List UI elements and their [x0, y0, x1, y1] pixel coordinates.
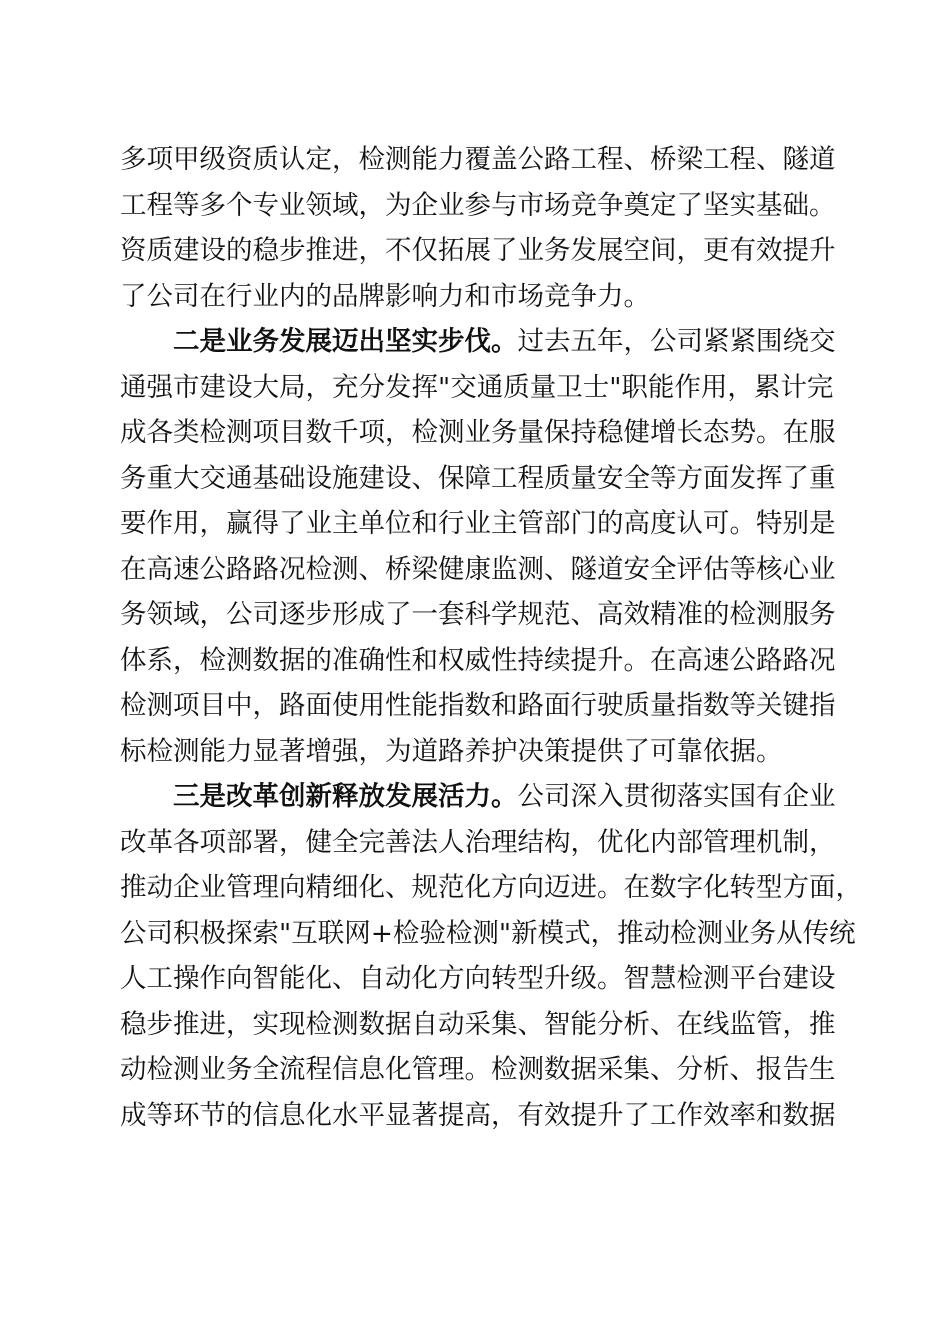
paragraph-2-line-1	[120, 319, 836, 365]
paragraph-2-heading: 二是业务发展迈出坚实步伐。	[173, 326, 518, 357]
paragraph-2-line-8: 体系，检测数据的准确性和权威性持续提升。在高速公路路况	[120, 644, 836, 676]
document-body	[120, 137, 862, 1138]
paragraph-3-line-2: 改革各项部署，健全完善法人治理结构，优化内部管理机制，	[120, 826, 836, 858]
paragraph-2-line-10: 标检测能力显著增强，为道路养护决策提供了可靠依据。	[120, 735, 783, 767]
paragraph-3-heading: 三是改革创新释放发展活力。	[173, 781, 518, 812]
paragraph-3-line-7: 动检测业务全流程信息化管理。检测数据采集、分析、报告生	[120, 1054, 836, 1085]
paragraph-2-line-5: 要作用，赢得了业主单位和行业主管部门的高度认可。特别是	[120, 508, 836, 539]
paragraph-3-line-5: 人工操作向智能化、自动化方向转型升级。智慧检测平台建设	[120, 963, 836, 994]
paragraph-3-line-1	[120, 774, 836, 820]
paragraph-3-line-4: 公司积极探索"互联网+检验检测"新模式，推动检测业务从传统	[120, 917, 856, 949]
paragraph-2-line-2: 通强市建设大局，充分发挥"交通质量卫士"职能作用，累计完	[120, 371, 834, 403]
paragraph-2-first-line-text: 过去五年，公司紧紧围绕交	[517, 326, 836, 357]
paragraph-2-line-7: 务领域，公司逐步形成了一套科学规范、高效精准的检测服务	[120, 599, 836, 630]
paragraph-2-line-4: 务重大交通基础设施建设、保障工程质量安全等方面发挥了重	[120, 462, 836, 494]
paragraph-1-line-3: 资质建设的稳步推进，不仅拓展了业务发展空间，更有效提升	[120, 235, 836, 266]
paragraph-2-line-6: 在高速公路路况检测、桥梁健康监测、隧道安全评估等核心业	[120, 553, 836, 585]
paragraph-3-line-3: 推动企业管理向精细化、规范化方向迈进。在数字化转型方面，	[120, 872, 862, 903]
paragraph-1-line-1: 多项甲级资质认定，检测能力覆盖公路工程、桥梁工程、隧道	[120, 144, 836, 175]
paragraph-2-line-9: 检测项目中，路面使用性能指数和路面行驶质量指数等关键指	[120, 690, 836, 721]
paragraph-1-line-4: 了公司在行业内的品牌影响力和市场竞争力。	[120, 280, 650, 312]
paragraph-3-first-line-text: 公司深入贯彻落实国有企业	[517, 781, 836, 812]
paragraph-3-line-6: 稳步推进，实现检测数据自动采集、智能分析、在线监管，推	[120, 1008, 836, 1040]
paragraph-2-line-3: 成各类检测项目数千项，检测业务量保持稳健增长态势。在服	[120, 417, 836, 448]
paragraph-3-line-8: 成等环节的信息化水平显著提高，有效提升了工作效率和数据	[120, 1099, 836, 1131]
paragraph-1-line-2: 工程等多个专业领域，为企业参与市场竞争奠定了坚实基础。	[120, 189, 836, 221]
